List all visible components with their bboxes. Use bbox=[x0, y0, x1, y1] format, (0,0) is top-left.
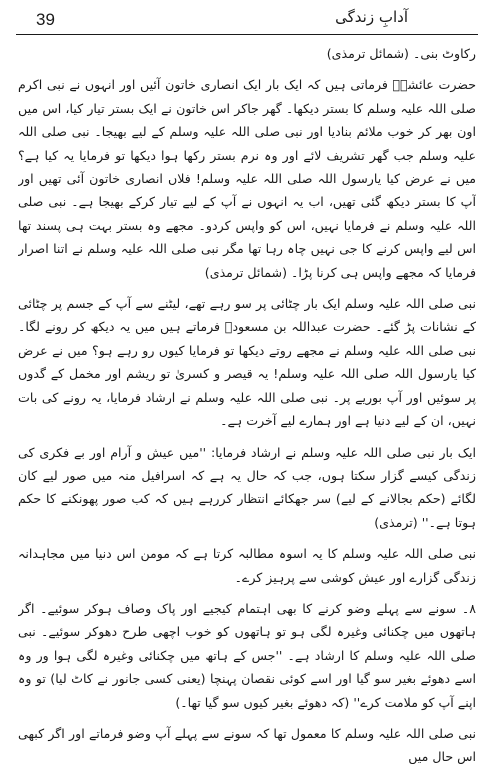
paragraph-prophet-routine: نبی صلی اللہ علیہ وسلم کا معمول تھا کہ سونے سے پہلے آپ وضو فرماتے اور اگر کبھی اس حال میں bbox=[18, 725, 476, 764]
page-header bbox=[16, 8, 478, 38]
header-divider bbox=[16, 34, 478, 35]
book-title: آدابِ زندگی bbox=[335, 8, 408, 26]
paragraph-wudu-before-sleep: ۸۔ سونے سے پہلے وضو کرنے کا بھی اہتمام کیجیے اور پاک وصاف ہوکر سوئیے۔ اگر ہاتھوں میں چکنائی وغیرہ لگی ہو تو ہاتھوں کو خوب اچھی طرح دھوکر سوئیے۔ نبی صلی اللہ علیہ وسلم کا ارشاد ہے۔ ''جس کے ہاتھ میں چکنائی وغیرہ لگی ہوا ور وہ اسے دھوئے بغیر سو گیا اور اسے کوئی نقصان پہنچا (یعنی کسی جانور نے کاٹ لیا) تو وہ اپنے آپ کو ملامت کرے'' (کہ دھوئے بغیر کیوں سو گیا تھا۔) bbox=[18, 600, 476, 710]
paragraph-israfil-trumpet: ایک بار نبی صلی اللہ علیہ وسلم نے ارشاد فرمایا: ''میں عیش و آرام اور بے فکری کی زندگی کیسے گزار سکتا ہوں، جب کہ حال یہ ہے کہ اسرافیل منہ میں صور لیے کان لگائے (حکم بجالانے کے لیے) سر جھکائے انتظار کررہے ہیں کہ کب صور پھونکنے کا حکم ہوتا ہے۔'' (ترمذی) bbox=[18, 444, 476, 530]
paragraph-mat-marks: نبی صلی اللہ علیہ وسلم ایک بار چٹائی پر سو رہے تھے، لیٹنے سے آپ کے جسم پر چٹائی کے نشانات پڑ گئے۔ حضرت عبداللہ بن مسعودؓ فرماتے ہیں میں یہ دیکھ کر رونے لگا۔ نبی صلی اللہ علیہ وسلم نے مجھے روتے دیکھا تو فرمایا کیوں رو رہے ہو؟ میں نے عرض کیا یارسول اللہ صلی اللہ علیہ وسلم! یہ قیصر و کسریٰ تو ریشم اور مخمل کے گدوں پر سوئیں اور آپ بوریے پر۔ نبی صلی اللہ علیہ وسلم نے ارشاد فرمایا، یہ رونے کی بات نہیں، ان کے لیے دنیا ہے اور ہمارے لیے آخرت ہے۔ bbox=[18, 296, 476, 429]
paragraph-mujahid-life: نبی صلی اللہ علیہ وسلم کا یہ اسوہ مطالبہ کرتا ہے کہ مومن اس دنیا میں مجاہدانہ زندگی گزارے اور عیش کوشی سے پرہیز کرے۔ bbox=[18, 546, 476, 585]
paragraph-continuation: رکاوٹ بنی۔ (شمائل ترمذی) bbox=[326, 46, 476, 61]
page-body bbox=[18, 42, 476, 764]
paragraph-ansari-woman-bed: حضرت عائشہؓ فرماتی ہیں کہ ایک بار ایک انصاری خاتون آئیں اور انہوں نے نبی اکرم صلی اللہ علیہ وسلم کا بستر دیکھا۔ گھر جاکر اس خاتون نے ایک بستر تیار کیا، اس میں اون بھر کر خوب ملائم بنادیا اور نبی صلی اللہ علیہ وسلم کے لیے بھیجا۔ نبی صلی اللہ علیہ وسلم جب گھر تشریف لائے اور وہ نرم بستر رکھا ہوا دیکھا تو فرمایا یہ کیا ہے؟ میں نے عرض کیا یارسول اللہ صلی اللہ علیہ وسلم! فلاں انصاری خاتون آئی تھیں اور آپ کا بستر دیکھ گئی تھیں، اب یہ انہوں نے آپ کے لیے تیار کرکے بھیجا ہے۔ نبی صلی اللہ علیہ وسلم نے فرمایا نہیں، اس کو واپس کردو۔ مجھے وہ بستر بہت ہی پسند تھا اس لیے واپس کرنے کا جی نہیں چاہ رہا تھا مگر نبی صلی اللہ علیہ وسلم نے اتنا اصرار فرمایا کہ مجھے واپس ہی کرنا پڑا۔ (شمائل ترمذی) bbox=[18, 77, 476, 280]
page-number: 39 bbox=[36, 10, 55, 29]
